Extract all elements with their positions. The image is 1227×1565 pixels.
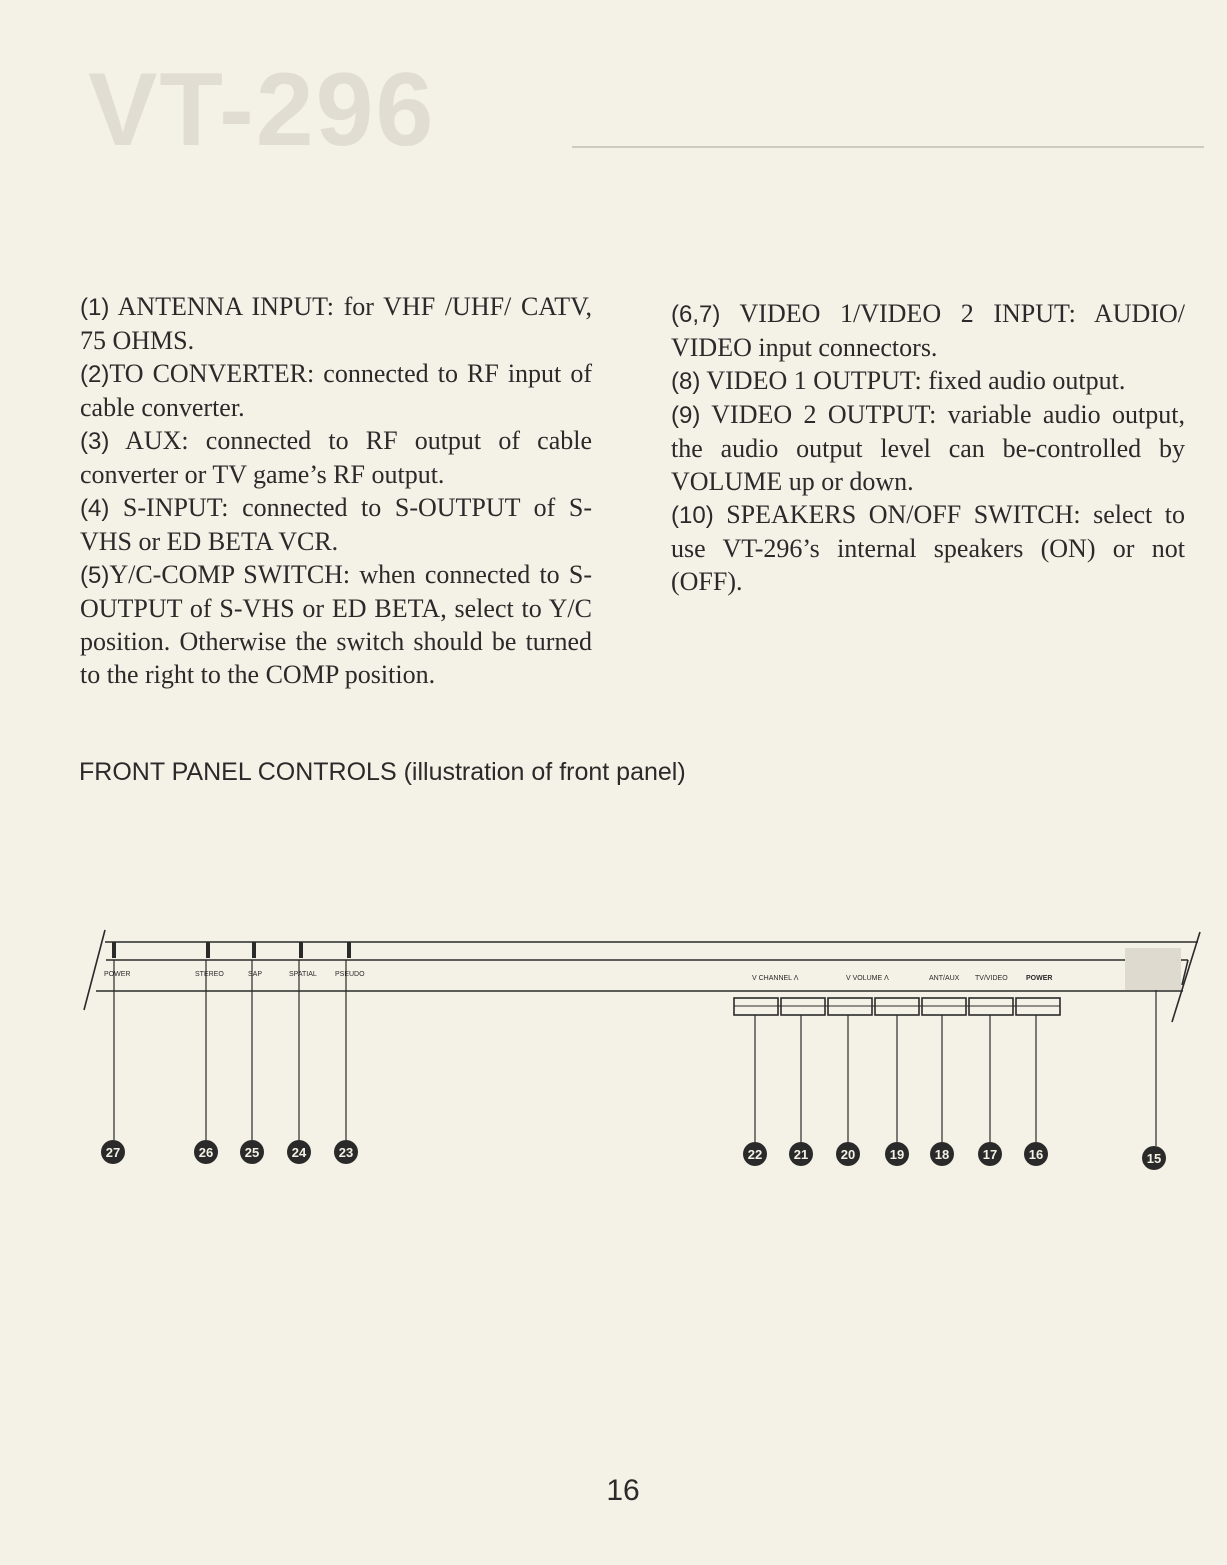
callout-22 <box>743 1142 767 1166</box>
item-number: (8) <box>671 368 701 395</box>
callout-17 <box>978 1142 1002 1166</box>
item-text: Y/C-COMP SWITCH: when connected to S-OUTPUT of S-VHS or ED BETA, select to Y/C position. Otherwise the switch should be turned to the right to the COMP position. <box>80 560 592 689</box>
page-number: 16 <box>606 1474 640 1507</box>
item-number: (10) <box>671 502 714 529</box>
svg-text:24: 24 <box>291 1145 307 1160</box>
item-text: S-INPUT: connected to S-OUTPUT of S-VHS or ED BETA VCR. <box>80 493 592 556</box>
item-number: (6,7) <box>671 301 721 328</box>
item-number: (3) <box>80 428 110 455</box>
svg-text:22: 22 <box>747 1147 763 1162</box>
callout-23 <box>334 1140 358 1164</box>
label-power-right: POWER <box>1026 975 1053 982</box>
svg-text:16: 16 <box>1028 1147 1044 1162</box>
item-number: (2) <box>80 361 110 388</box>
svg-text:23: 23 <box>338 1145 354 1160</box>
callout-27 <box>101 1140 125 1164</box>
label-sap: SAP <box>248 971 263 978</box>
svg-text:26: 26 <box>198 1145 214 1160</box>
item-text: VIDEO 1/VIDEO 2 INPUT: AUDIO/ VIDEO input connectors. <box>671 299 1185 362</box>
callout-19 <box>885 1142 909 1166</box>
svg-text:15: 15 <box>1146 1151 1162 1166</box>
item-number: (4) <box>80 495 110 522</box>
svg-text:20: 20 <box>840 1147 856 1162</box>
label-tv-video: TV/VIDEO <box>975 975 1008 982</box>
svg-text:27: 27 <box>105 1145 121 1160</box>
callout-15 <box>1142 1146 1166 1170</box>
svg-text:19: 19 <box>889 1147 905 1162</box>
svg-text:21: 21 <box>793 1147 809 1162</box>
label-ant-aux: ANT/AUX <box>929 975 960 982</box>
item-text: AUX: connected to RF output of cable converter or TV game’s RF output. <box>80 426 592 489</box>
item-text: SPEAKERS ON/OFF SWITCH: select to use VT-296’s internal speakers (ON) or not (OFF). <box>671 500 1185 596</box>
label-channel: V CHANNEL Λ <box>752 975 799 982</box>
callout-25 <box>240 1140 264 1164</box>
callout-26 <box>194 1140 218 1164</box>
label-pseudo: PSEUDO <box>335 971 365 978</box>
label-spatial: SPATIAL <box>289 971 317 978</box>
model-title: VT-296 <box>88 52 436 168</box>
panel-left-slant <box>84 930 105 1010</box>
item-text: TO CONVERTER: connected to RF input of cable converter. <box>80 359 592 422</box>
callout-20 <box>836 1142 860 1166</box>
label-power-left: POWER <box>104 971 131 978</box>
label-volume: V VOLUME Λ <box>846 975 889 982</box>
callout-21 <box>789 1142 813 1166</box>
sensor-window <box>1125 948 1181 990</box>
callout-24 <box>287 1140 311 1164</box>
svg-text:18: 18 <box>934 1147 950 1162</box>
item-text: ANTENNA INPUT: for VHF /UHF/ CATV, 75 OHMS. <box>80 292 592 355</box>
item-text: VIDEO 2 OUTPUT: variable audio output, the audio output level can be-controlled by VOLUME up or down. <box>671 400 1185 496</box>
item-number: (1) <box>80 294 110 321</box>
callout-18 <box>930 1142 954 1166</box>
item-number: (9) <box>671 402 701 429</box>
item-number: (5) <box>80 562 110 589</box>
label-stereo: STEREO <box>195 971 224 978</box>
svg-text:25: 25 <box>244 1145 260 1160</box>
svg-text:17: 17 <box>982 1147 998 1162</box>
item-text: VIDEO 1 OUTPUT: fixed audio output. <box>700 366 1126 395</box>
callout-16 <box>1024 1142 1048 1166</box>
section-heading: FRONT PANEL CONTROLS (illustration of front panel) <box>79 758 686 786</box>
